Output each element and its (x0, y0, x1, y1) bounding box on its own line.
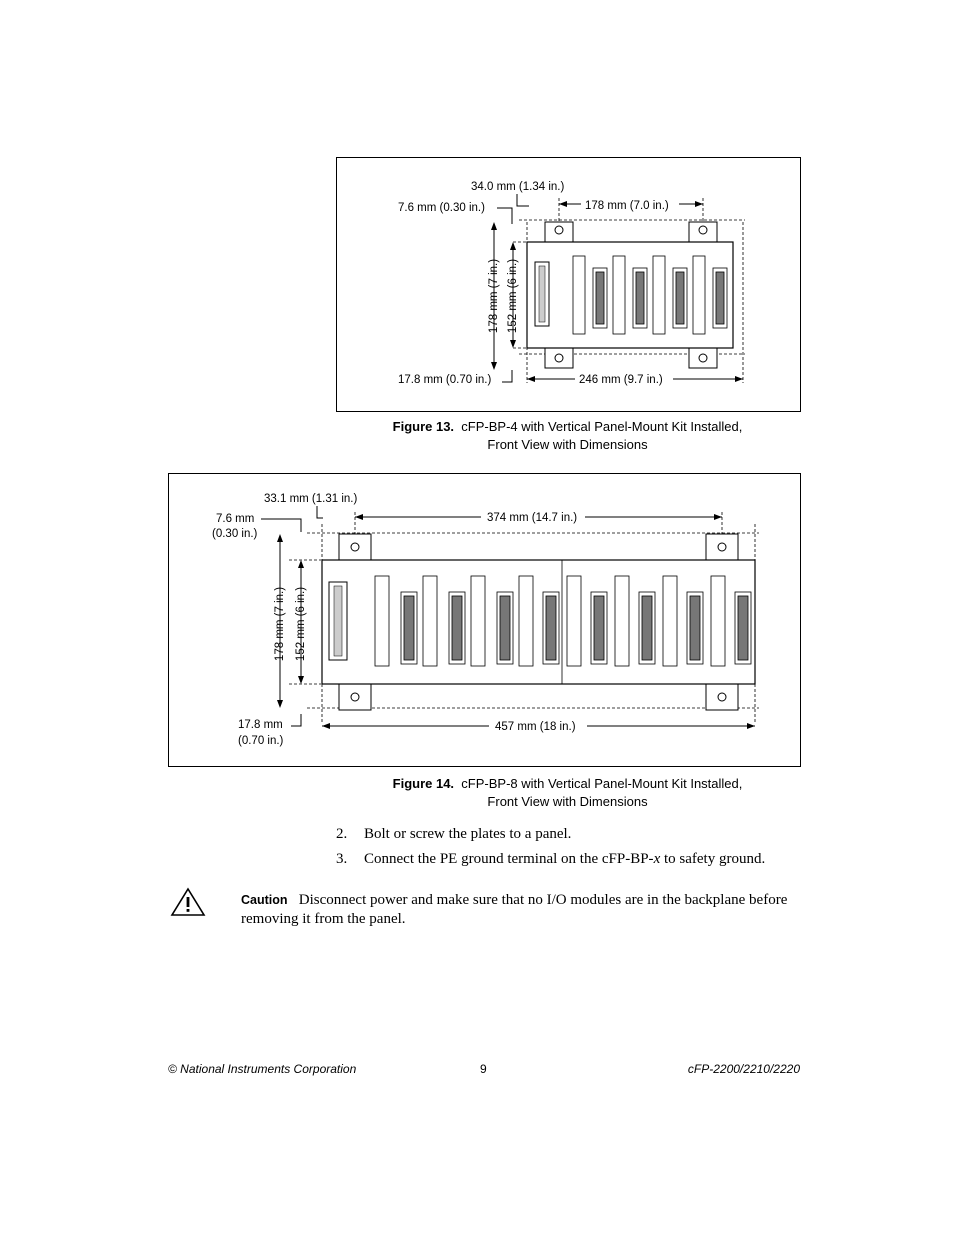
fig14-height-inner-label: 152 mm (6 in.) (295, 586, 307, 662)
fig14-bottom-margin-label-1: 17.8 mm (238, 719, 283, 731)
figure-13-caption (336, 418, 799, 454)
fig13-hole-spacing-label: 178 mm (7.0 in.) (585, 200, 669, 212)
fig14-leader-top-offset (317, 506, 323, 518)
fig14-hole-spacing-label: 374 mm (14.7 in.) (487, 512, 578, 524)
figure-13-caption-line1: Figure 13. cFP-BP-4 with Vertical Panel-Mount Kit Installed, (392, 419, 743, 434)
fig13-bottom-margin-label: 17.8 mm (0.70 in.) (398, 374, 492, 386)
footer-page-number: 9 (480, 1062, 487, 1076)
fig13-height-inner-label: 152 mm (6 in.) (507, 258, 519, 334)
fig14-connector-left (329, 582, 347, 660)
figure-14-caption-line2: Front View with Dimensions (487, 794, 648, 809)
fig14-top-offset-label: 33.1 mm (1.31 in.) (264, 493, 358, 505)
fig13-height-outer-label: 178 mm (7 in.) (488, 258, 500, 334)
fig14-width-label: 457 mm (18 in.) (495, 721, 576, 733)
fig13-leader-top-offset (517, 194, 529, 206)
caution-block (241, 891, 803, 929)
figure-14-box (168, 473, 801, 767)
figure-13-box (336, 157, 801, 412)
figure-13-drawing (337, 158, 800, 411)
caution-text: Disconnect power and make sure that no I/O modules are in the backplane before removing it from the panel. (241, 892, 788, 927)
figure-14-drawing (169, 474, 800, 766)
warning-triangle-icon (170, 887, 206, 917)
fig14-height-outer-label: 178 mm (7 in.) (274, 586, 286, 662)
fig13-leader-bottom (502, 370, 512, 382)
figure-13-label: Figure 13. (392, 419, 455, 434)
fig13-left-margin-label: 7.6 mm (0.30 in.) (398, 202, 485, 214)
step-2 (336, 826, 572, 843)
fig13-connector-left (535, 262, 549, 326)
step-3-text: Connect the PE ground terminal on the cFP-BP-x to safety ground. (364, 851, 766, 867)
figure-13-caption-line2: Front View with Dimensions (487, 437, 648, 452)
fig14-left-margin-label-2: (0.30 in.) (212, 528, 258, 540)
footer-left: © National Instruments Corporation (168, 1062, 357, 1076)
fig13-top-offset-label: 34.0 mm (1.34 in.) (471, 181, 565, 193)
fig14-left-margin-label-1: 7.6 mm (216, 513, 255, 525)
caution-label: Caution (241, 893, 288, 907)
step-3-number: 3. (336, 851, 348, 867)
figure-14-caption-line1: Figure 14. cFP-BP-8 with Vertical Panel-Mount Kit Installed, (392, 776, 743, 791)
fig13-leader-left-margin (497, 208, 512, 220)
fig13-backplane (527, 242, 733, 348)
fig13-width-label: 246 mm (9.7 in.) (579, 374, 663, 386)
step-3 (336, 851, 766, 868)
step-2-number: 2. (336, 826, 348, 842)
step-2-text: Bolt or screw the plates to a panel. (364, 826, 572, 842)
figure-14-label: Figure 14. (392, 776, 455, 791)
fig14-leader-left-margin (261, 519, 301, 532)
fig14-leader-bottom (291, 714, 301, 726)
fig14-bottom-margin-label-2: (0.70 in.) (238, 735, 284, 747)
footer-right: cFP-2200/2210/2220 (687, 1062, 800, 1076)
figure-14-caption (336, 775, 799, 811)
